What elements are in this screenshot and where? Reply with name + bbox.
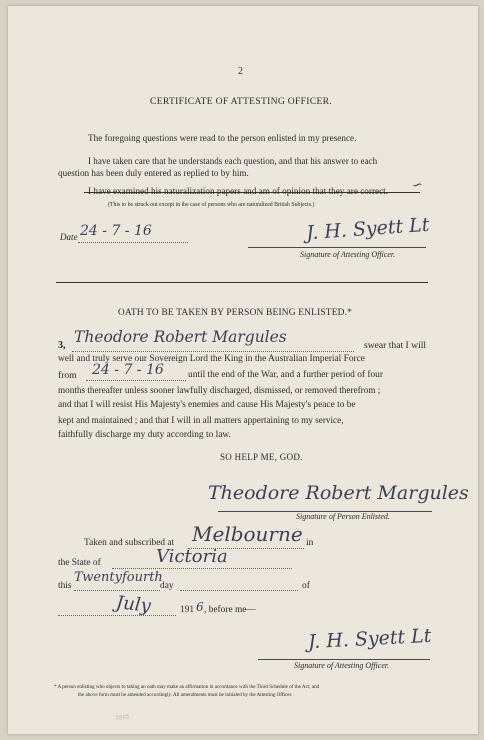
footnote-line1: * A person enlisting who objects to taking an oath may make an affirmation in accordance with the Third Schedule of the Act, and — [54, 684, 320, 690]
officer-signature-line-1 — [248, 247, 426, 248]
officer-signature-label-2: Signature of Attesting Officer. — [294, 661, 390, 670]
certificate-para3-struck: I have examined his naturalization papers and am of opinion that they are correct. — [88, 186, 389, 196]
before-label: , before me— — [204, 605, 256, 615]
certificate-para1: The foregoing questions were read to the person enlisted in my presence. — [88, 133, 357, 143]
page-number: 2 — [238, 66, 243, 77]
strike-through-line — [84, 192, 420, 193]
person-signature-label: Signature of Person Enlisted. — [296, 512, 390, 521]
oath-line1-tail: swear that I will — [364, 340, 427, 351]
officer-signature-2: J. H. Syett Lt — [307, 624, 432, 654]
of-line — [180, 590, 298, 591]
oath-line7: faithfully discharge my duty according to law. — [58, 430, 231, 440]
state-value: Victoria — [156, 546, 228, 567]
of-label: of — [302, 581, 310, 591]
state-label: the State of — [58, 558, 101, 568]
oath-from-label: from — [58, 370, 77, 381]
state-line — [112, 568, 292, 569]
certificate-para2-line1: I have taken care that he understands each question, and that his answer to each — [88, 156, 378, 166]
attestation-paper-page — [8, 6, 478, 734]
oath-line5: and that I will resist His Majesty's enemies and cause His Majesty's peace to be — [58, 400, 356, 410]
this-label: this — [58, 581, 72, 591]
certificate-title: CERTIFICATE OF ATTESTING OFFICER. — [150, 96, 333, 107]
subscribed-label: Taken and subscribed at — [84, 538, 175, 548]
oath-title: OATH TO BE TAKEN BY PERSON BEING ENLISTED.* — [118, 308, 353, 318]
from-date-line — [86, 380, 186, 381]
oath-line4: months thereafter unless sooner lawfully discharged, dismissed, or removed therefrom ; — [58, 385, 381, 395]
certificate-para2-line2: question has been duly entered as replied to by him. — [58, 168, 249, 178]
oath-closing: SO HELP ME, GOD. — [220, 452, 303, 462]
day-line — [74, 590, 160, 591]
faint-stamp-mark: ≈≈ — [115, 709, 131, 725]
officer-signature-label-1: Signature of Attesting Officer. — [300, 250, 396, 259]
certificate-note: (This to be struck out except in the case of persons who are naturalized British Subjects.) — [108, 202, 315, 208]
in-label: in — [306, 538, 314, 548]
strike-initials-mark: ∽ — [410, 177, 425, 194]
oath-line2: well and truly serve our Sovereign Lord the King in the Australian Imperial Force — [58, 354, 365, 364]
footnote-line2: the above form must be amended accordingly. All amendments must be initialed by the Attesting Officer. — [78, 692, 293, 698]
oath-number: 3, — [58, 340, 66, 351]
month-value: July — [114, 592, 152, 617]
day-value: Twentyfourth — [74, 570, 163, 585]
place-value: Melbourne — [192, 522, 303, 546]
section-divider — [56, 282, 428, 283]
officer-signature-1: J. H. Syett Lt — [305, 213, 431, 245]
oath-line3-tail: until the end of the War, and a further period of four — [188, 370, 383, 380]
date-label: Date — [60, 232, 78, 242]
oath-line6: kept and maintained ; and that I will in all matters appertaining to my service, — [58, 415, 344, 425]
person-signature: Theodore Robert Margules — [208, 482, 469, 504]
person-name: Theodore Robert Margules — [74, 328, 287, 346]
date-value: 24 - 7 - 16 — [80, 223, 152, 239]
officer-signature-line-2 — [258, 659, 430, 660]
year-prefix: 191 — [180, 605, 195, 615]
day-label: day — [160, 581, 174, 591]
month-line — [58, 615, 176, 616]
date-line — [78, 242, 188, 243]
year-hand: 6 — [196, 600, 204, 614]
oath-from-date: 24 - 7 - 16 — [92, 362, 164, 378]
person-name-line — [72, 351, 354, 352]
